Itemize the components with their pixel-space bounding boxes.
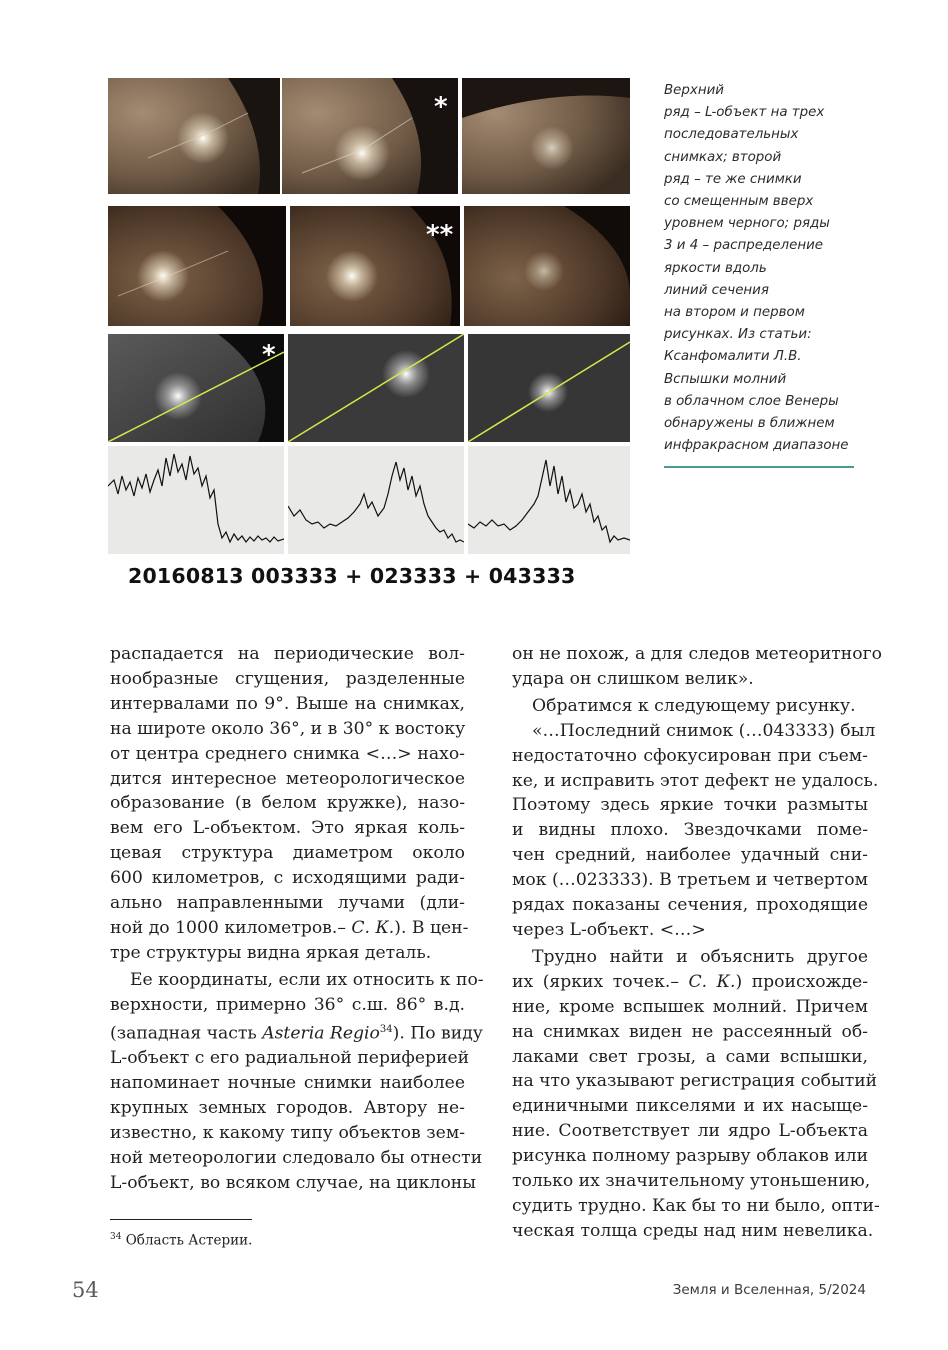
text-line: чен средний, наиболее удачный сни- [512, 845, 868, 866]
caption-divider [664, 466, 854, 468]
text-line: L-объект с его радиальной периферией [110, 1048, 470, 1069]
text-line: интервалами по 9°. Выше на снимках, [110, 693, 465, 714]
row3-image-2 [288, 334, 464, 442]
text-line: дится интересное метеорологическое [110, 768, 465, 789]
text-line: судить трудно. Как бы то ни было, опти- [512, 1195, 880, 1216]
text-line: верхности, примерно 36° с.ш. 86° в.д. [110, 994, 465, 1015]
text-line: на широте около 36°, и в 30° к востоку [110, 718, 466, 739]
figure-caption [664, 80, 864, 457]
text-line: ной метеорологии следовало бы отнести [110, 1147, 483, 1168]
text-line: через L-объект. <…> [512, 919, 706, 940]
row1-image-1 [108, 78, 280, 194]
text-line: рядах показаны сечения, проходящие [512, 895, 868, 916]
text-line: образование (в белом кружке), назо- [110, 793, 465, 814]
caption-line: ряд – L-объект на трех [664, 105, 825, 121]
row4-brightness-plot-2 [288, 446, 464, 554]
row1-image-2 [282, 78, 458, 194]
text-line: L-объект, во всяком случае, на циклоны [110, 1172, 476, 1193]
footnote [110, 1232, 252, 1249]
text-line: Ее координаты, если их относить к по- [130, 969, 484, 990]
caption-line: инфракрасном диапазоне [664, 438, 849, 454]
text-line: (западная часть Asteria Regio$^{34}$). По виду [110, 1023, 483, 1044]
text-line: мок (…023333). В третьем и четвертом [512, 870, 868, 891]
text-line: вем его L-объектом. Это яркая коль- [110, 818, 465, 839]
caption-line: на втором и первом [664, 305, 805, 321]
text-line: ке, и исправить этот дефект не удалось. [512, 770, 879, 791]
text-line: крупных земных городов. Автору не- [110, 1098, 465, 1119]
text-line: их (ярких точек.– С. К.) происхожде- [512, 971, 869, 992]
caption-line: последовательных [664, 127, 799, 143]
text-line: Поэтому здесь яркие точки размыты [512, 795, 868, 816]
row1-image-3 [462, 78, 630, 194]
figure [108, 78, 630, 590]
text-line: лаками свет грозы, а сами вспышки, [512, 1046, 868, 1067]
caption-line: снимках; второй [664, 149, 782, 165]
journal-issue: Земля и Вселенная, 5/2024 [672, 1282, 866, 1298]
text-line: распадается на периодические вол- [110, 644, 465, 664]
text-line: ально направленными лучами (дли- [110, 893, 465, 914]
text-line: единичными пикселями и их насыще- [512, 1096, 868, 1117]
caption-line: линий сечения [664, 282, 769, 298]
text-line: ной до 1000 километров.– С. К.). В цен- [110, 917, 469, 938]
text-line: 600 километров, с исходящими ради- [110, 868, 465, 889]
caption-line: 3 и 4 – распределение [664, 238, 824, 254]
row2-image-1 [108, 206, 286, 326]
text-line: ние. Соответствует ли ядро L-объекта [512, 1121, 868, 1142]
row1-star-marker: * [434, 92, 448, 122]
row2-image-2 [290, 206, 460, 326]
figure-image-timestamps: 20160813 003333 + 023333 + 043333 [128, 564, 576, 588]
text-line: напоминает ночные снимки наиболее [110, 1073, 465, 1094]
text-line: известно, к какому типу объектов зем- [110, 1122, 465, 1143]
text-line: он не похож, а для следов метеоритного [512, 644, 882, 664]
text-line: ческая толща среды над ним невелика. [512, 1220, 874, 1241]
caption-line: уровнем черного; ряды [664, 216, 830, 232]
text-line: только их значительному утоньшению, [512, 1171, 871, 1192]
text-line: от центра среднего снимка <…> нахо- [110, 743, 465, 764]
caption-line: яркости вдоль [664, 260, 767, 276]
row2-image-3 [464, 206, 630, 326]
row4-brightness-plot-3 [468, 446, 630, 554]
caption-line: Верхний [664, 83, 725, 98]
page-number: 54 [72, 1278, 99, 1302]
footnote-text: Область Астерии. [121, 1232, 253, 1249]
text-line: «…Последний снимок (…043333) был [532, 720, 876, 741]
caption-line: обнаружены в ближнем [664, 416, 835, 432]
row4-brightness-plot-1 [108, 446, 284, 554]
row2-star-marker: ** [426, 220, 454, 250]
text-line: ние, кроме вспышек молний. Причем [512, 996, 868, 1017]
footnote-divider [110, 1219, 252, 1220]
text-line: на что указывают регистрация событий [512, 1071, 878, 1092]
footnote-mark: 34 [110, 1232, 122, 1242]
caption-line: Вспышки молний [664, 371, 787, 387]
caption-line: со смещенным вверх [664, 194, 814, 210]
text-line: цевая структура диаметром около [110, 843, 465, 864]
row3-image-3 [468, 334, 630, 442]
text-line: тре структуры видна яркая деталь. [110, 942, 432, 963]
text-line: Трудно найти и объяснить другое [532, 946, 868, 967]
text-line: на снимках виден не рассеянный об- [512, 1021, 868, 1042]
caption-line: ряд – те же снимки [664, 171, 802, 187]
body-text-left-column [110, 642, 484, 1196]
row3-image-1 [108, 334, 284, 442]
row3-star-marker: * [262, 340, 276, 370]
caption-line: Ксанфомалити Л.В. [664, 349, 802, 365]
caption-line: рисунках. Из статьи: [664, 327, 812, 343]
text-line: Обратимся к следующему рисунку. [532, 695, 856, 716]
text-line: нообразные сгущения, разделенные [110, 668, 465, 689]
text-line: рисунка полному разрыву облаков или [512, 1146, 869, 1167]
text-line: удара он слишком велик». [512, 668, 754, 689]
text-line: недостаточно сфокусирован при съем- [512, 745, 868, 766]
text-line: и видны плохо. Звездочками поме- [512, 820, 868, 841]
body-text-right-column [512, 642, 882, 1244]
caption-line: в облачном слое Венеры [664, 393, 839, 409]
